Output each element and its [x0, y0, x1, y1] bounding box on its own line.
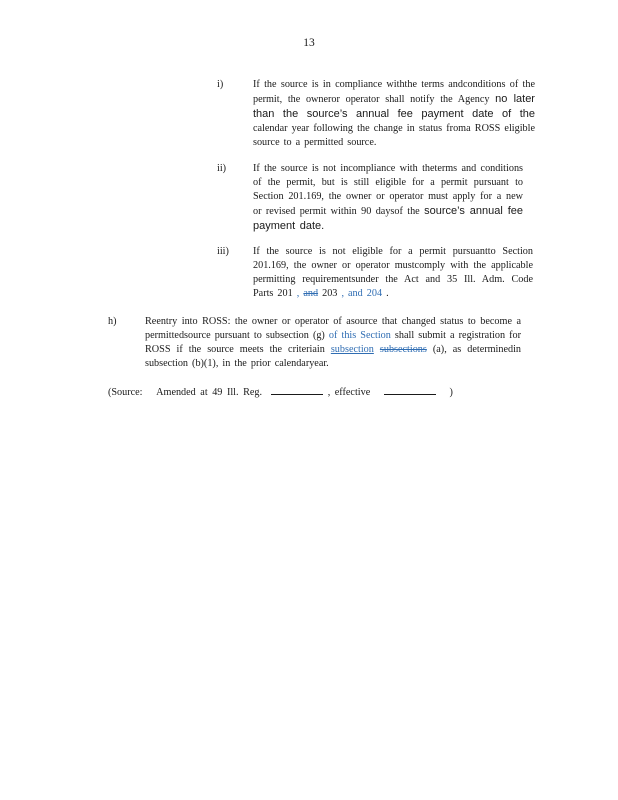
effective-date-blank — [384, 385, 436, 395]
inserted-and-204: , and 204 — [341, 288, 383, 299]
item-i-label: i) — [217, 79, 224, 90]
item-iii — [0, 245, 618, 305]
deleted-subsections: subsections — [379, 344, 427, 355]
item-i-text: If the source is in compliance withthe terms andconditions of the permit, the owneror operator shall notify the Agency no later than the source’s annual fee payment date of the calendar year following the change in status froma ROSS eligible source to a permitted source. — [253, 79, 535, 148]
source-note: (Source: Amended at 49 Ill. Reg. , effective ) — [108, 387, 453, 398]
item-h-text: Reentry into ROSS: the owner or operator of asource that changed status to become a permittedsource pursuant to subsection (g) of this Section shall submit a registration for ROSS if the source meets the criteriain subsection subsections (a), as determinedin subsection (b)(1), in the prior calendaryear. — [145, 316, 522, 369]
item-iii-text: If the source is not eligible for a permit pursuantto Section 201.169, the owner or operator mustcomply with the applicable permitting requirementsunder the Act and 35 Ill. Adm. Code Parts 201 , and 203 , and 204 . — [253, 246, 533, 299]
item-ii — [0, 162, 618, 232]
item-ii-label: ii) — [217, 163, 227, 174]
deleted-and: and — [303, 288, 319, 299]
item-h — [0, 315, 618, 375]
inserted-comma: , — [296, 288, 300, 299]
item-iii-label: iii) — [217, 246, 229, 257]
page-number: 13 — [303, 37, 315, 49]
item-h-label: h) — [108, 316, 117, 327]
register-blank — [271, 385, 323, 395]
inserted-of-this-section: of this Section — [328, 330, 391, 341]
inserted-subsection: subsection — [330, 344, 374, 355]
item-ii-text: If the source is not incompliance with theterms and conditions of the permit, but is still eligible for a permit pursuant to Section 201.169, the owner or operator must apply for a new or revised permit within 90 daysof the source’s annual fee payment date. — [253, 163, 524, 232]
item-i — [0, 78, 618, 148]
